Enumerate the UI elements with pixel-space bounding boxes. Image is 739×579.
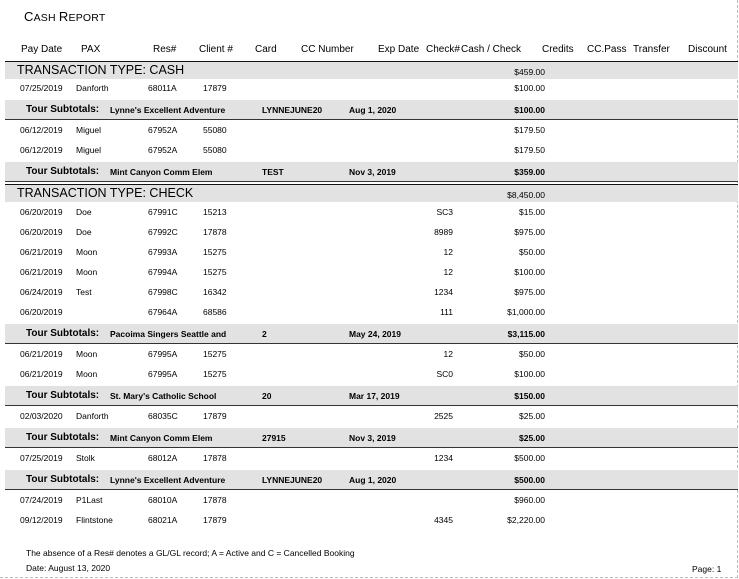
tour-subtotal-row: Tour Subtotals: [5, 100, 738, 120]
col-discount: Discount [688, 44, 727, 55]
subtotal-amount: $100.00 [514, 105, 545, 115]
section-header-check [5, 184, 738, 202]
col-card: Card [255, 44, 277, 55]
section-header-cash [5, 61, 738, 79]
section-total-check: $8,450.00 [507, 190, 545, 200]
tour-subtotal-row: Tour Subtotals: [5, 428, 738, 448]
page-number: Page: 1 [692, 564, 722, 574]
tour-subtotal-row: Tour Subtotals: [5, 386, 738, 406]
col-client: Client # [199, 44, 233, 55]
col-credits: Credits [542, 44, 574, 55]
footer-note: The absence of a Res# denotes a GL/GL record; A = Active and C = Cancelled Booking [26, 548, 355, 558]
col-cash-check: Cash / Check [461, 44, 522, 55]
section-label-cash: TRANSACTION TYPE: CASH [17, 63, 185, 77]
col-check: Check# [426, 44, 460, 55]
section-total-cash: $459.00 [514, 67, 545, 77]
tour-subtotal-row: Tour Subtotals: [5, 470, 738, 490]
subtotal-code: LYNNEJUNE20 [262, 105, 323, 115]
col-exp-date: Exp Date [378, 44, 420, 55]
tour-subtotal-row: Tour Subtotals: [5, 162, 738, 182]
col-pax: PAX [81, 44, 101, 55]
col-transfer: Transfer [633, 44, 670, 55]
subtotal-date: Aug 1, 2020 [349, 105, 397, 115]
col-cc-number: CC Number [301, 44, 354, 55]
col-res: Res# [153, 44, 177, 55]
section-label-check: TRANSACTION TYPE: CHECK [17, 186, 194, 200]
col-pay-date: Pay Date [21, 44, 63, 55]
report-title: CASH REPORT [24, 9, 106, 24]
subtotal-tour: Lynne's Excellent Adventure [110, 105, 226, 115]
col-cc-pass: CC.Pass [587, 44, 627, 55]
footer-date: Date: August 13, 2020 [26, 563, 111, 573]
tour-subtotal-row: Tour Subtotals: [5, 324, 738, 344]
